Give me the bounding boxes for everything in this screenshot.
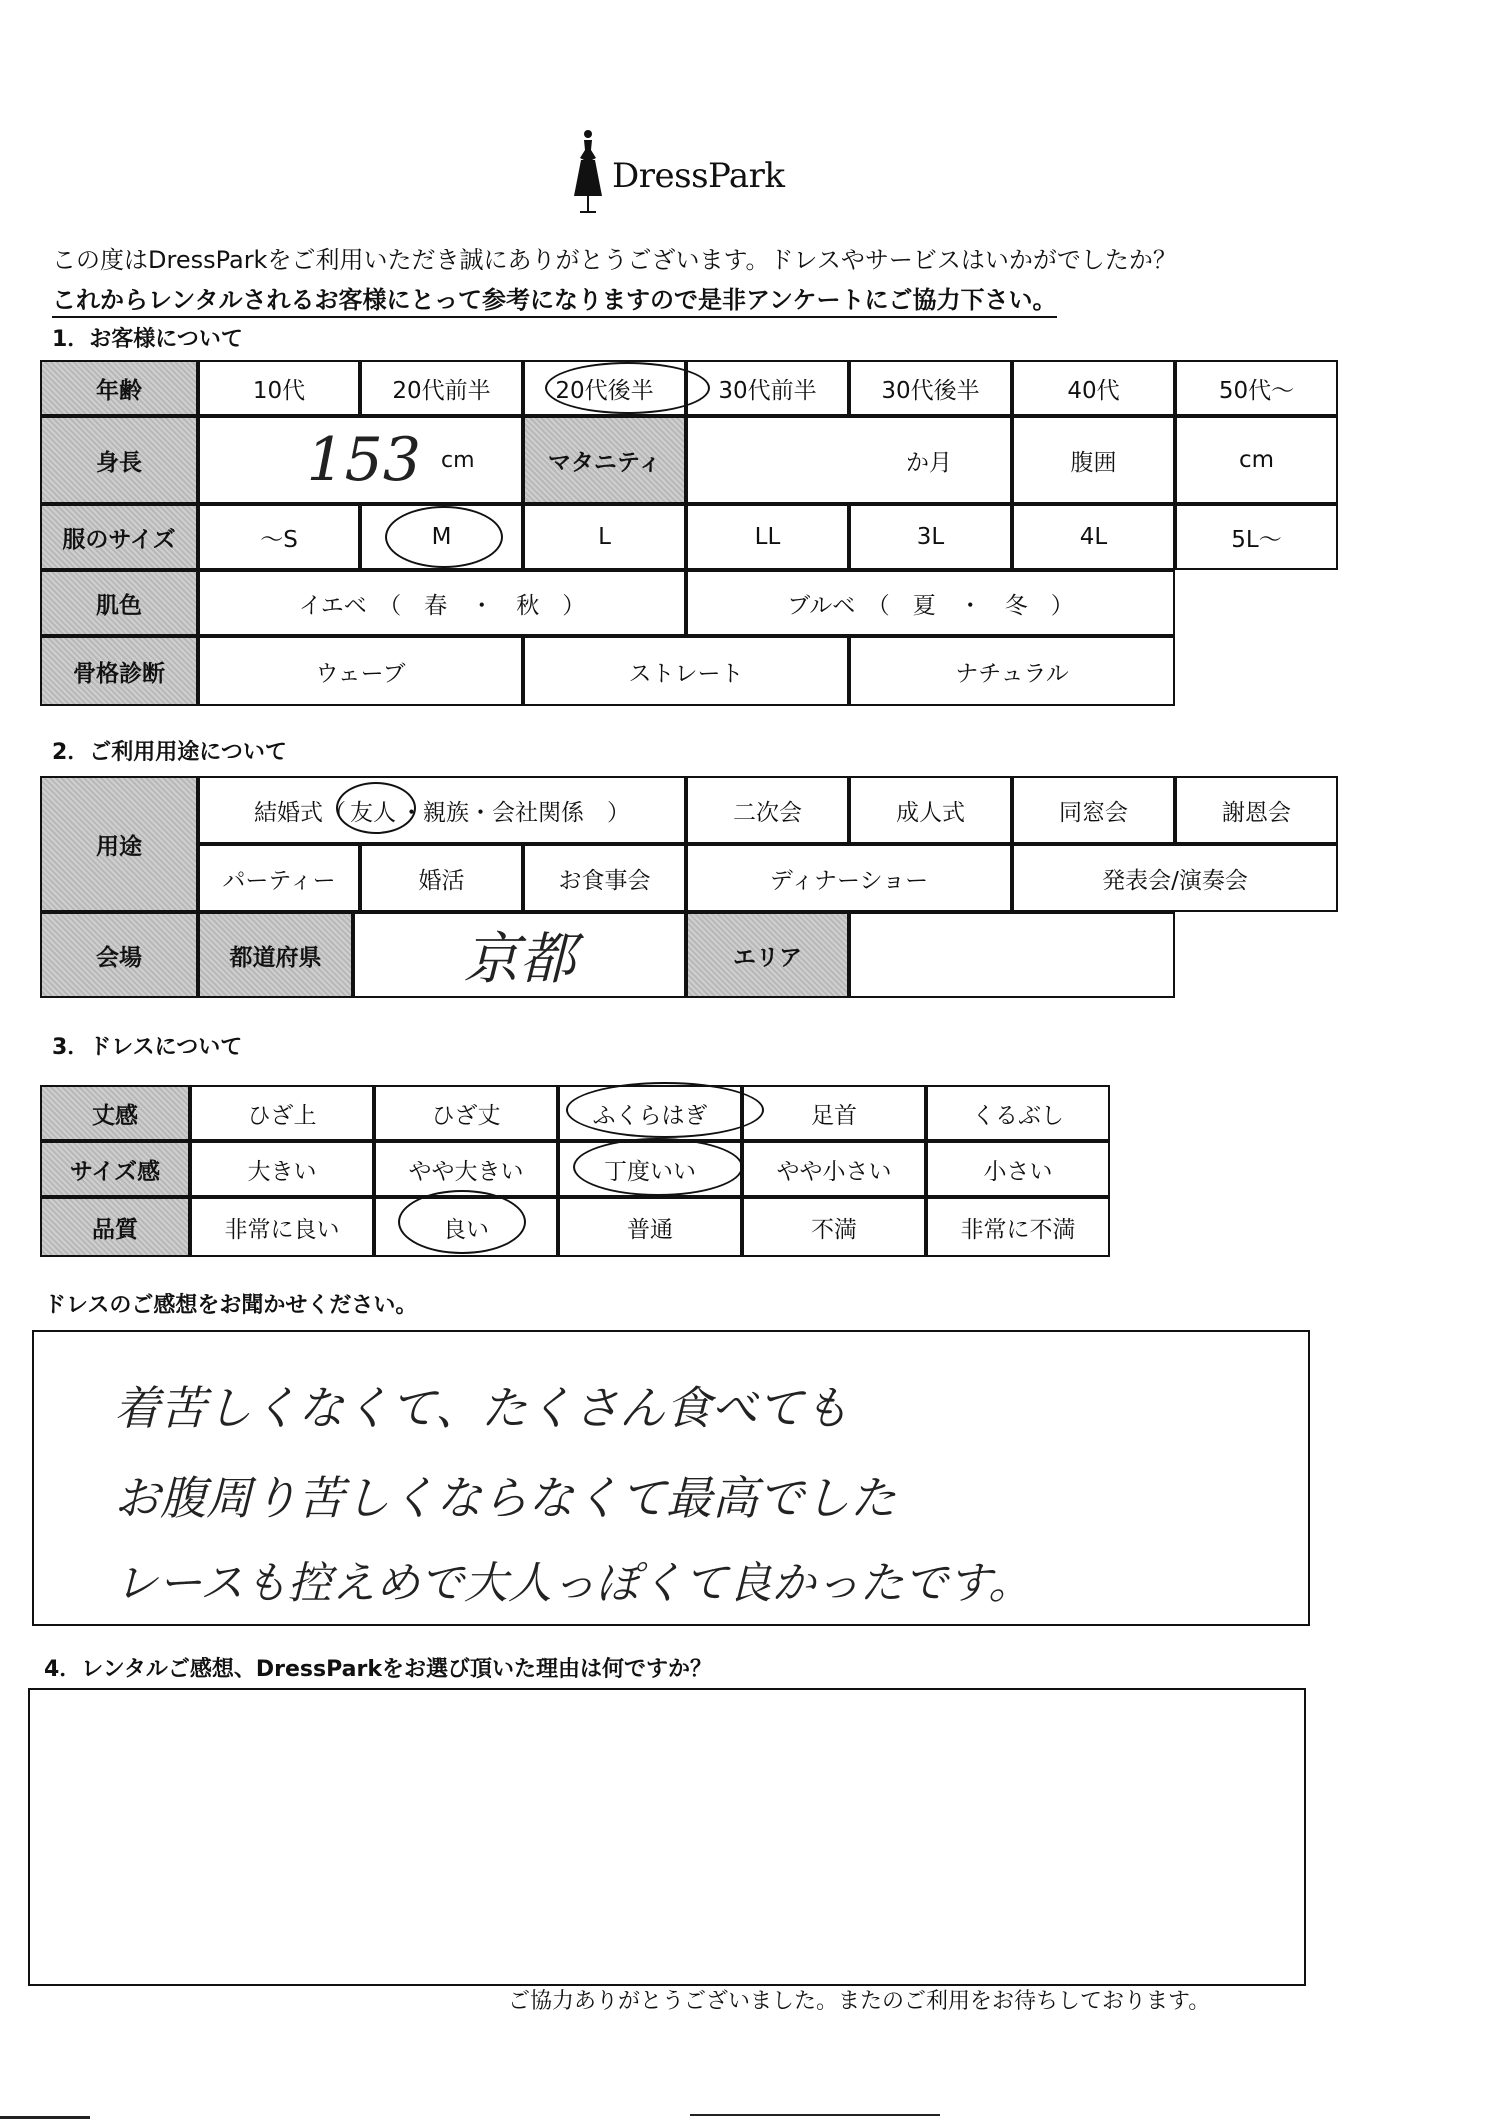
waist-unit: cm [1238, 447, 1275, 473]
purpose-option[interactable]: 同窓会 [1012, 776, 1175, 844]
purpose-option[interactable]: 婚活 [360, 844, 523, 912]
area-field[interactable] [849, 912, 1175, 998]
length-selection-circle [566, 1082, 764, 1138]
fit-option-selected[interactable]: 丁度いい [558, 1141, 742, 1197]
quality-label: 品質 [40, 1197, 190, 1257]
age-option-selected[interactable]: 20代後半 [523, 360, 686, 416]
purpose-option[interactable]: パーティー [198, 844, 360, 912]
fit-label: サイズ感 [40, 1141, 190, 1197]
fit-option[interactable]: やや小さい [742, 1141, 926, 1197]
height-unit: cm [441, 447, 475, 473]
size-option-selected[interactable]: M [360, 504, 523, 570]
impression-line: お腹周り苦しくならなくて最高でした [114, 1471, 896, 1525]
size-option[interactable]: 5L〜 [1175, 504, 1338, 570]
purpose-label: 用途 [40, 776, 198, 912]
reason-textbox[interactable] [28, 1688, 1306, 1986]
length-option[interactable]: 足首 [742, 1085, 926, 1141]
brand-name: DressPark [612, 156, 785, 196]
prefecture-label: 都道府県 [198, 912, 353, 998]
intro-line-2: これからレンタルされるお客様にとって参考になりますので是非アンケートにご協力下さい。 [52, 280, 1057, 315]
quality-option[interactable]: 不満 [742, 1197, 926, 1257]
dresspark-logo [568, 128, 808, 218]
size-selection-circle [385, 506, 503, 568]
height-field[interactable] [198, 416, 523, 504]
length-label: 丈感 [40, 1085, 190, 1141]
quality-option[interactable]: 非常に不満 [926, 1197, 1110, 1257]
skin-label: 肌色 [40, 570, 198, 636]
age-option[interactable]: 30代後半 [849, 360, 1012, 416]
size-option[interactable]: 〜S [198, 504, 360, 570]
age-option[interactable]: 40代 [1012, 360, 1175, 416]
fit-option[interactable]: やや大きい [374, 1141, 558, 1197]
footer-thanks: ご協力ありがとうございました。またのご利用をお待ちしております。 [508, 1989, 1211, 2014]
purpose-option[interactable]: お食事会 [523, 844, 686, 912]
dress-silhouette-icon [568, 128, 608, 218]
fit-option[interactable]: 小さい [926, 1141, 1110, 1197]
age-option[interactable]: 20代前半 [360, 360, 523, 416]
size-option[interactable]: LL [686, 504, 849, 570]
section1-title: 1．お客様について [52, 327, 243, 352]
body-type-option[interactable]: ナチュラル [849, 636, 1175, 706]
section3-title: 3．ドレスについて [52, 1035, 243, 1060]
impression-title: ドレスのご感想をお聞かせください。 [44, 1293, 418, 1318]
age-option[interactable]: 30代前半 [686, 360, 849, 416]
quality-option[interactable]: 普通 [558, 1197, 742, 1257]
age-option[interactable]: 50代〜 [1175, 360, 1338, 416]
fit-selection-circle [573, 1138, 743, 1196]
scan-artifact-line [0, 2116, 90, 2119]
prefecture-value-handwritten: 京都 [463, 927, 576, 992]
purpose-option[interactable]: 二次会 [686, 776, 849, 844]
height-label: 身長 [40, 416, 198, 504]
waist-label: 腹囲 [1012, 416, 1175, 504]
prefecture-field[interactable] [353, 912, 686, 998]
purpose-wedding-option[interactable]: 結婚式（ 友人 ・親族・会社関係 ） [198, 776, 686, 844]
age-option[interactable]: 10代 [198, 360, 360, 416]
section4-title: 4．レンタルご感想、DressParkをお選び頂いた理由は何ですか？ [44, 1657, 712, 1682]
venue-label: 会場 [40, 912, 198, 998]
age-label: 年齢 [40, 360, 198, 416]
area-label: エリア [686, 912, 849, 998]
quality-option[interactable]: 非常に良い [190, 1197, 374, 1257]
impression-line: 着苦しくなくて、たくさん食べても [114, 1381, 850, 1435]
section2-title: 2．ご利用用途について [52, 740, 287, 765]
maternity-label: マタニティ [523, 416, 686, 504]
size-option[interactable]: 4L [1012, 504, 1175, 570]
impression-line: レースも控えめで大人っぽくて良かったです。 [114, 1558, 1033, 1609]
fit-option[interactable]: 大きい [190, 1141, 374, 1197]
purpose-option[interactable]: 発表会/演奏会 [1012, 844, 1338, 912]
height-value-handwritten: 153 [306, 425, 421, 495]
maternity-months-field[interactable] [686, 416, 1012, 504]
waist-field[interactable] [1175, 416, 1338, 504]
size-option[interactable]: L [523, 504, 686, 570]
size-label: 服のサイズ [40, 504, 198, 570]
skin-blue-option[interactable]: ブルベ （ 夏 ・ 冬 ） [686, 570, 1175, 636]
quality-selection-circle [398, 1190, 526, 1254]
wedding-friend-option[interactable]: 友人 [350, 794, 396, 827]
body-type-label: 骨格診断 [40, 636, 198, 706]
size-option[interactable]: 3L [849, 504, 1012, 570]
months-unit: か月 [906, 449, 952, 476]
impression-textbox[interactable] [32, 1330, 1310, 1626]
skin-yellow-option[interactable]: イエベ （ 春 ・ 秋 ） [198, 570, 686, 636]
quality-option-selected[interactable]: 良い [374, 1197, 558, 1257]
length-option[interactable]: ひざ丈 [374, 1085, 558, 1141]
purpose-option[interactable]: 成人式 [849, 776, 1012, 844]
purpose-selection-circle [336, 782, 416, 834]
age-selection-circle [545, 362, 710, 414]
purpose-option[interactable]: ディナーショー [686, 844, 1012, 912]
purpose-option[interactable]: 謝恩会 [1175, 776, 1338, 844]
length-option[interactable]: くるぶし [926, 1085, 1110, 1141]
intro-line-1: この度はDressParkをご利用いただき誠にありがとうございます。ドレスやサービスはいかがでしたか？ [52, 246, 1177, 274]
length-option[interactable]: ひざ上 [190, 1085, 374, 1141]
body-type-option[interactable]: ウェーブ [198, 636, 523, 706]
body-type-option[interactable]: ストレート [523, 636, 849, 706]
scan-artifact-line [690, 2114, 940, 2116]
length-option-selected[interactable]: ふくらはぎ [558, 1085, 742, 1141]
